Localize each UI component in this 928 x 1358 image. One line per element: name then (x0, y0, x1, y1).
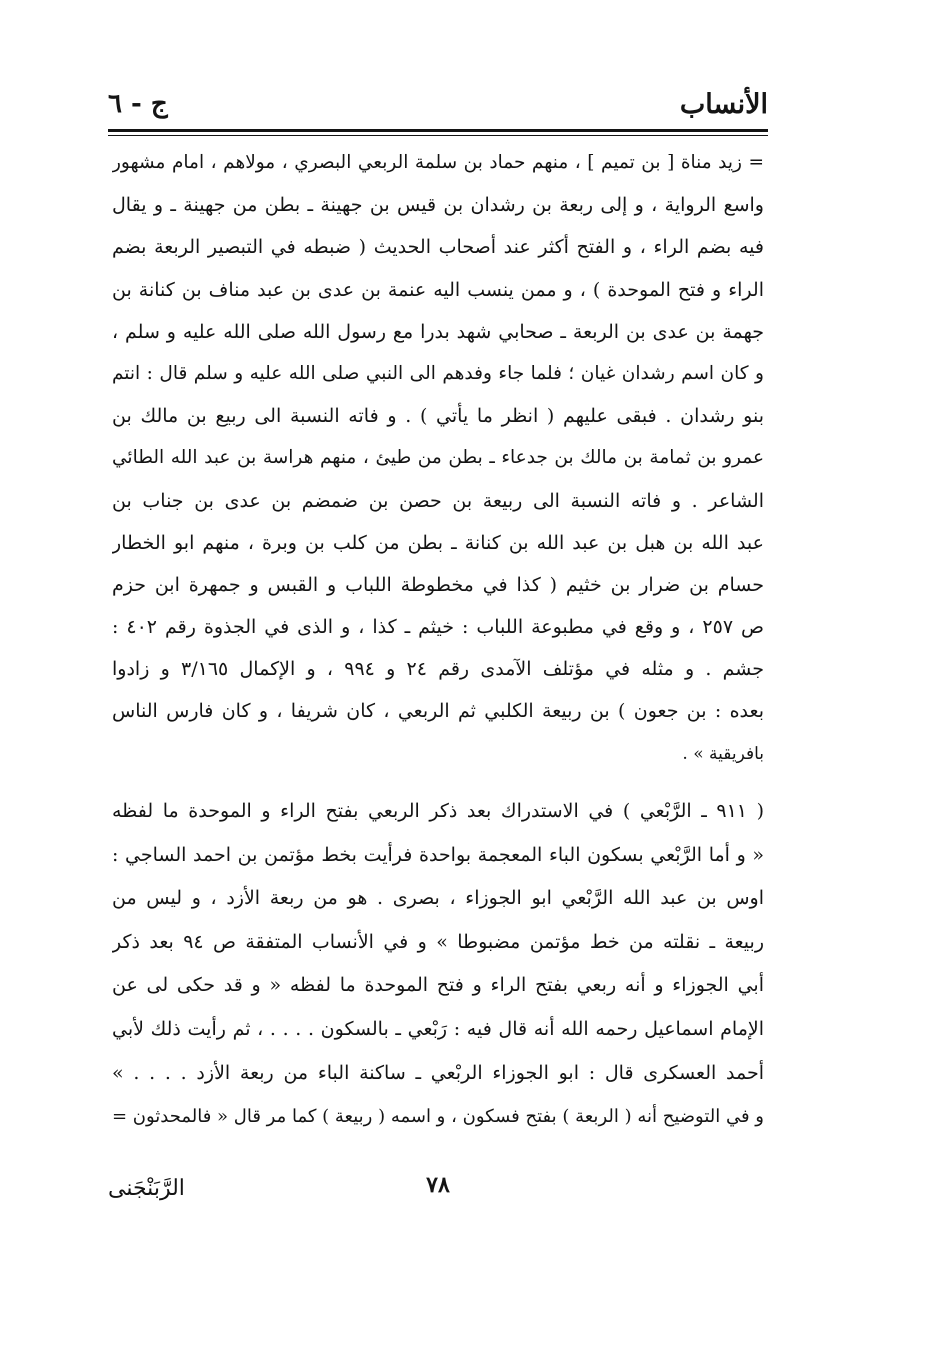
header-rule-thick (108, 129, 768, 132)
text-line: حسام بن ضرار بن خثيم ( كذا في مخطوطة اللباب و القبس و جمهرة ابن حزم (112, 573, 764, 596)
running-title: الأنساب (679, 88, 768, 120)
volume-label: ج - ٦ (108, 89, 168, 119)
text-line: جهمة بن عدى بن الربعة ـ صحابي شهد بدرا مع رسول الله صلى الله عليه و سلم ، (112, 320, 764, 343)
text-line: « و أما الرَّبْعي بسكون الباء المعجمة بواحدة فرأيت بخط مؤتمن بن احمد الساجي : (112, 843, 764, 866)
paragraph-continuation (112, 142, 764, 775)
text-line: = زيد مناة [ بن تميم ] ، منهم حماد بن سلمة الربعي البصري ، مولاهم ، امام مشهور (112, 152, 764, 173)
page-footer (108, 1172, 768, 1212)
text-line: أحمد العسكرى قال : ابو الجوزاء الربْعي ـ ساكنة الباء من ربعة الأزد . . . . » (112, 1061, 764, 1084)
text-line: الإمام اسماعيل رحمه الله أنه قال فيه : رَبْعي ـ بالسكون . . . . ، ثم رأيت ذلك لأبي (112, 1017, 764, 1040)
text-line: فيه بضم الراء ، و الفتح أكثر عند أصحاب الحديث ( ضبطه في التبصير الربعة بضم (112, 236, 764, 259)
text-line: و في التوضيح أنه ( الربعة ) بفتح فسكون ، و اسمه ( ربيعة ) كما مر قال « فالمحدثون = (112, 1106, 764, 1128)
catchword: الرَّبَنْجَنى (108, 1176, 185, 1201)
text-line: أبي الجوزاء و أنه ربعي بفتح الراء و فتح الموحدة ما لفظه « و قد حكى لى عن (112, 974, 764, 997)
text-line: جشم . و مثله في مؤتلف الآمدى رقم ٢٤ و ٩٩٤ ، و الإكمال ٣/١٦٥ و زادوا (112, 658, 764, 681)
text-line: الراء و فتح الموحدة ) ، و ممن ينسب اليه عنمة بن عدى بن عبد مناف بن كنانة بن (112, 278, 764, 301)
page-number: ٧٨ (426, 1172, 450, 1198)
text-line-end: بافريقية » . (682, 743, 764, 764)
text-line: ( ٩١١ ـ الرَّبْعي ) في الاستدراك بعد ذكر الربعي بفتح الراء و الموحدة ما لفظه (112, 800, 764, 822)
text-line: عمرو بن ثمامة بن مالك بن جدعاء ـ بطن من طيئ ، منهم هراسة بن عبد الله الطائي (112, 447, 764, 469)
text-line: اوس بن عبد الله الرَّبْعي ابو الجوزاء ، بصرى . هو من ربعة الأزد ، و ليس من (112, 887, 764, 910)
text-line: ص ٢٥٧ ، و وقع في مطبوعة اللباب : خيثم ـ كذا ، و الذى في الجذوة رقم ٤٠٢ : (112, 616, 764, 639)
text-line: و كان اسم رشدان غيان ؛ فلما جاء وفدهم الى النبي صلى الله عليه و سلم قال : انتم (112, 362, 764, 384)
page-header (108, 84, 768, 124)
header-rule-thin (108, 135, 768, 136)
text-line: الشاعر . و فاته النسبة الى ربيعة بن حصن بن ضمضم بن عدى بن جناب بن (112, 489, 764, 512)
text-line: بعده : بن جعون ) بن ربيعة الكلبي ثم الربعي ، كان شريفا ، و كان فارس الناس (112, 700, 764, 723)
text-line: عبد الله بن هبل بن عبد الله بن كنانة ـ بطن من كلب بن وبرة ، منهم ابو الخطار (112, 531, 764, 554)
paragraph-entry-911 (112, 790, 764, 1139)
text-line: ربيعة ـ نقلته من خط مؤتمن مضبوطا » و في الأنساب المتفقة ص ٩٤ بعد ذكر (112, 930, 764, 953)
text-line: بنو رشدان . فبقى عليهم ( انظر ما يأتي ) . و فاته النسبة الى ربيع بن مالك بن (112, 405, 764, 428)
text-line: واسع الرواية ، و إلى ربعة بن رشدان بن قيس بن جهينة ـ بطن من جهينة ـ و يقال (112, 194, 764, 217)
